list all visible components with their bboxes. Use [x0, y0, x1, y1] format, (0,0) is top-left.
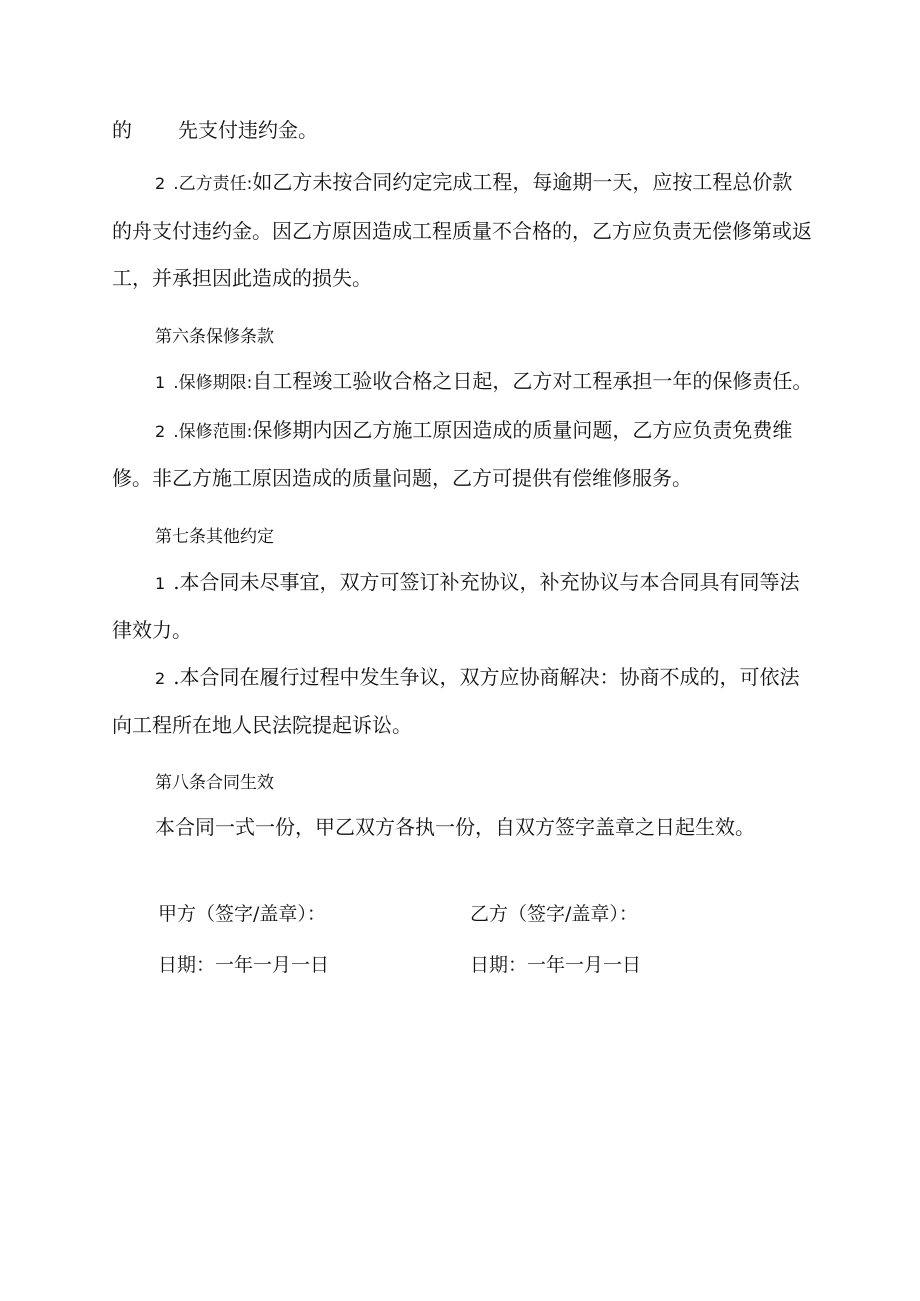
party-a-date: 日期：一年一月一日: [158, 954, 330, 976]
article-7-heading: 第七条其他约定: [155, 527, 274, 547]
party-b-signature: 乙方（签字/盖章）：: [470, 903, 638, 925]
clause-7-1: [155, 570, 800, 596]
clause-6-2: [155, 418, 792, 444]
clause-text: 自工程竣工验收合格之日起，乙方对工程承担一年的保修责任。: [252, 369, 813, 393]
article-8-text: 本合同一式一份，甲乙双方各执一份，自双方签字盖章之日起生效。: [155, 815, 755, 839]
clause-number: 1: [155, 574, 166, 593]
article-8-heading: 第八条合同生效: [155, 773, 274, 793]
party-a-signature: 甲方（签字/盖章）：: [158, 903, 326, 925]
clause-5-2-line-3: 工，并承担因此造成的损失。: [112, 266, 372, 290]
paragraph-continuation: [112, 118, 318, 142]
clause-text: .本合同未尽事宜，双方可签订补充协议，补充协议与本合同具有同等法: [173, 570, 800, 594]
clause-number: 2: [155, 174, 166, 193]
clause-text: 保修期内因乙方施工原因造成的质量问题，乙方应负责免费维: [252, 418, 793, 442]
clause-5-2: [155, 170, 792, 196]
clause-number: 2: [155, 669, 166, 688]
clause-5-2-line-2: 的舟支付违约金。因乙方原因造成工程质量不合格的，乙方应负责无偿修第或返: [112, 219, 812, 243]
clause-7-2: [155, 665, 800, 691]
clause-text: .本合同在履行过程中发生争议，双方应协商解决：协商不成的，可依法: [173, 665, 800, 689]
party-b-date: 日期：一年一月一日: [470, 954, 642, 976]
article-6-heading: 第六条保修条款: [155, 327, 274, 347]
clause-number: 1: [155, 373, 166, 392]
clause-6-1: [155, 369, 812, 395]
text-fragment: 的: [112, 118, 132, 142]
clause-label: .乙方责任:: [173, 174, 253, 194]
clause-label: .保修范围:: [173, 422, 253, 442]
clause-number: 2: [155, 422, 166, 441]
clause-7-2-line-2: 向工程所在地人民法院提起诉讼。: [112, 713, 412, 737]
clause-label: .保修期限:: [173, 373, 253, 393]
clause-6-2-line-2: 修。非乙方施工原因造成的质量问题，乙方可提供有偿维修服务。: [112, 466, 692, 490]
clause-text: 如乙方未按合同约定完成工程，每逾期一天，应按工程总价款: [252, 170, 793, 194]
clause-7-1-line-2: 律效力。: [112, 618, 192, 642]
text-fragment: 先支付违约金。: [178, 118, 318, 142]
